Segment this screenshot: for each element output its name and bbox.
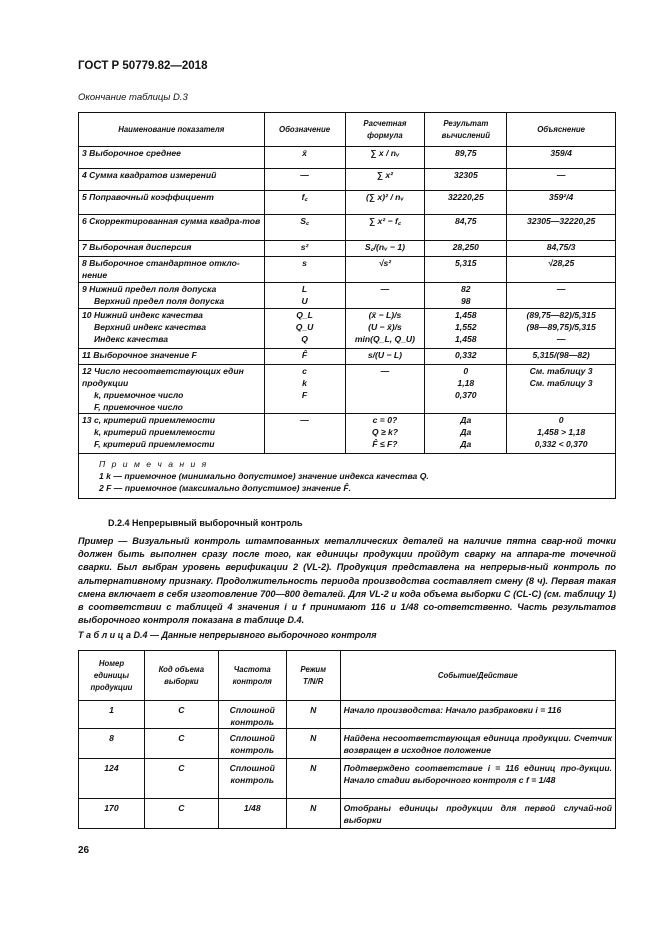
cell-symbol	[264, 414, 345, 454]
cell-num: 170	[79, 799, 145, 829]
cell-indicator	[79, 283, 265, 309]
cell-indicator	[79, 365, 265, 414]
cell-indicator	[79, 309, 265, 349]
cell-text: ∑ x² − f꜀	[369, 216, 401, 226]
cell-event: Найдена несоответствующая единица продукции. Счетчик возвращен в исходное положение	[340, 729, 615, 759]
column-header: Код объема выборки	[144, 651, 218, 701]
table-row	[79, 283, 616, 309]
cell-num: 8	[79, 729, 145, 759]
cell-mode: N	[286, 759, 340, 799]
table-row	[79, 309, 616, 349]
cell-text: ∑ x / nᵥ	[370, 148, 400, 158]
cell-explanation	[507, 147, 616, 169]
cell-formula	[345, 169, 425, 191]
cell-text: S꜀	[300, 216, 309, 226]
cell-num: 1	[79, 701, 145, 729]
example-paragraph: Пример — Визуальный контроль штампованных металлических деталей на наличие пятна свар-ной точки должен быть выполнен сразу после того, как единицы продукции пройдут сварку на аппара-те точечной сварки. Был выбран уровень верификации 2 (VL-2). Продукция представлена на непрерыв-ный контроль по альтернативному признаку. Продолжительность периода производства составляет смену (8 ч). Первая такая смена включает в себя изготовление 700—800 деталей. Для VL-2 и кода объема выборки С (CL-C) (см. таблицу 1) в соответствии с таблицей 4 значения i и f принимают 116 и 1/48 со-ответственно. Часть результатов выборочного контроля показана в таблице D.4.	[78, 536, 616, 626]
cell-text: 82	[461, 284, 471, 294]
cell-text: k, приемочное число	[94, 390, 184, 400]
cell-text: —	[556, 170, 566, 180]
cell-text: (U − x̄)/s	[368, 322, 402, 332]
cell-text: 28,250	[452, 242, 479, 252]
cell-text: s/(U − L)	[367, 350, 402, 360]
cell-text: k	[302, 378, 307, 388]
column-header: Расчетная формула	[345, 113, 425, 147]
cell-formula	[345, 191, 425, 215]
cell-explanation	[507, 365, 616, 414]
cell-text: 32305—32220,25	[526, 216, 596, 226]
cell-formula	[345, 349, 425, 365]
cell-text: 11 Выборочное значение F	[82, 350, 197, 360]
cell-text: Q_L	[296, 310, 313, 320]
cell-result	[425, 414, 507, 454]
cell-indicator	[79, 257, 265, 283]
cell-result	[425, 309, 507, 349]
table-row	[79, 169, 616, 191]
cell-text: См. таблицу 3	[529, 366, 593, 376]
cell-formula	[345, 257, 425, 283]
cell-text: (98—89,75)/5,315	[526, 322, 596, 332]
section-heading: D.2.4 Непрерывный выборочный контроль	[108, 518, 303, 528]
table-row	[79, 759, 616, 799]
cell-text: x̄	[302, 148, 307, 158]
table-row	[79, 701, 616, 729]
cell-mode: N	[286, 729, 340, 759]
table-d3-caption: Окончание таблицы D.3	[78, 92, 188, 103]
cell-symbol	[264, 365, 345, 414]
cell-text: 359/4	[550, 148, 572, 158]
cell-text: 12 Число несоответствующих един продукции	[82, 366, 244, 388]
cell-freq: Сплошной контроль	[218, 701, 286, 729]
column-header: Частота контроля	[218, 651, 286, 701]
cell-text: F, приемочное число	[94, 402, 183, 412]
cell-event: Подтверждено соответствие i = 116 единиц про-дукции. Начало стадии выборочного контроля с f = 1/48	[340, 759, 615, 799]
cell-symbol	[264, 283, 345, 309]
cell-text: F, критерий приемлемости	[94, 439, 215, 449]
page-number: 26	[78, 845, 90, 856]
cell-code: C	[144, 729, 218, 759]
column-header: Результат вычислений	[425, 113, 507, 147]
cell-result	[425, 147, 507, 169]
cell-formula	[345, 241, 425, 257]
cell-result	[425, 257, 507, 283]
cell-text: 3 Выборочное среднее	[82, 148, 181, 158]
cell-text: —	[300, 170, 309, 180]
cell-explanation	[507, 414, 616, 454]
cell-text: 8 Выборочное стандартное откло-нение	[82, 258, 240, 280]
cell-text: 5,315/(98—82)	[532, 350, 590, 360]
document-title: ГОСТ Р 50779.82—2018	[78, 60, 208, 72]
cell-text: 5,315	[455, 258, 477, 268]
cell-text: 359²/4	[548, 192, 574, 202]
note-item: 1 k — приемочное (минимально допустимое) значение индекса качества Q.	[99, 471, 429, 481]
cell-code: C	[144, 799, 218, 829]
table-d4-caption: Т а б л и ц а D.4 — Данные непрерывного выборочного контроля	[78, 630, 377, 640]
cell-text: 0	[463, 366, 469, 376]
column-header: Обозначение	[264, 113, 345, 147]
cell-text: Q_U	[295, 322, 314, 332]
cell-text: —	[556, 284, 566, 294]
cell-text: 0,332 < 0,370	[534, 439, 588, 449]
cell-result	[425, 241, 507, 257]
cell-explanation	[507, 191, 616, 215]
cell-mode: N	[286, 701, 340, 729]
cell-code: C	[144, 759, 218, 799]
cell-mode: N	[286, 799, 340, 829]
cell-indicator	[79, 349, 265, 365]
cell-text: F̂ ≤ F?	[372, 439, 398, 449]
table-d3	[78, 112, 616, 499]
cell-result	[425, 191, 507, 215]
cell-formula	[345, 365, 425, 414]
table-row	[79, 729, 616, 759]
cell-text: См. таблицу 3	[529, 378, 593, 388]
cell-freq: 1/48	[218, 799, 286, 829]
cell-text: 84,75	[455, 216, 477, 226]
cell-symbol	[264, 309, 345, 349]
cell-text: 0,370	[455, 390, 477, 400]
cell-formula	[345, 147, 425, 169]
cell-text: 4 Сумма квадратов измерений	[82, 170, 217, 180]
cell-text: —	[380, 284, 390, 294]
table-row	[79, 414, 616, 454]
table-row	[79, 147, 616, 169]
table-row	[79, 215, 616, 241]
cell-text: c	[302, 366, 307, 376]
cell-text: 6 Скорректированная сумма квадра-тов	[82, 216, 261, 226]
column-header: Режим T/N/R	[286, 651, 340, 701]
cell-text: k, критерий приемлемости	[94, 427, 216, 437]
cell-text: F̂	[301, 350, 308, 360]
cell-text: Верхний индекс качества	[94, 322, 207, 332]
table-row	[79, 349, 616, 365]
cell-text: U	[301, 296, 308, 306]
cell-code: C	[144, 701, 218, 729]
cell-symbol	[264, 349, 345, 365]
table-d4	[78, 650, 616, 829]
cell-text: —	[380, 366, 390, 376]
cell-text: 9 Нижний предел поля допуска	[82, 284, 217, 294]
cell-text: c = 0?	[372, 415, 398, 425]
cell-text: min(Q_L, Q_U)	[354, 334, 416, 344]
cell-text: 98	[461, 296, 471, 306]
cell-text: L	[301, 284, 308, 294]
note-item: 2 F — приемочное (максимально допустимое) значение F̂.	[99, 483, 351, 493]
table-row	[79, 191, 616, 215]
cell-text: (89,75—82)/5,315	[526, 310, 596, 320]
table-row	[79, 365, 616, 414]
cell-text: Да	[460, 427, 472, 437]
cell-explanation	[507, 215, 616, 241]
column-header: Номер единицы продукции	[79, 651, 145, 701]
cell-text: —	[556, 334, 566, 344]
cell-formula	[345, 414, 425, 454]
cell-text: Индекс качества	[94, 334, 169, 344]
cell-symbol	[264, 147, 345, 169]
cell-symbol	[264, 241, 345, 257]
cell-result	[425, 283, 507, 309]
column-header: Наименование показателя	[79, 113, 265, 147]
cell-event: Начало производства: Начало разбраковки i = 116	[340, 701, 615, 729]
cell-indicator	[79, 169, 265, 191]
cell-indicator	[79, 241, 265, 257]
cell-text: Да	[460, 415, 472, 425]
cell-explanation	[507, 283, 616, 309]
cell-formula	[345, 283, 425, 309]
cell-text: 10 Нижний индекс качества	[82, 310, 203, 320]
cell-text: Да	[460, 439, 472, 449]
cell-text: F	[301, 390, 308, 400]
cell-explanation	[507, 241, 616, 257]
cell-text: (∑ x)² / nᵥ	[366, 192, 404, 202]
cell-explanation	[507, 169, 616, 191]
cell-text: √28,25	[548, 258, 575, 268]
notes-title: П р и м е ч а н и я	[99, 459, 209, 469]
cell-formula	[345, 309, 425, 349]
cell-event: Отобраны единицы продукции для первой случай-ной выборки	[340, 799, 615, 829]
cell-text: 84,75/3	[546, 242, 576, 252]
cell-explanation	[507, 257, 616, 283]
cell-result	[425, 169, 507, 191]
table-notes	[79, 454, 616, 499]
table-row	[79, 241, 616, 257]
cell-freq: Сплошной контроль	[218, 759, 286, 799]
cell-text: 1,458	[455, 334, 477, 344]
column-header: Объяснение	[507, 113, 616, 147]
cell-text: (x̄ − L)/s	[368, 310, 402, 320]
cell-symbol	[264, 191, 345, 215]
table-row	[79, 257, 616, 283]
cell-symbol	[264, 169, 345, 191]
cell-indicator	[79, 191, 265, 215]
cell-symbol	[264, 215, 345, 241]
cell-text: 89,75	[455, 148, 477, 158]
cell-text: 1,458 > 1,18	[537, 427, 586, 437]
cell-explanation	[507, 349, 616, 365]
column-header: Событие/Действие	[340, 651, 615, 701]
cell-formula	[345, 215, 425, 241]
cell-text: 7 Выборочная дисперсия	[82, 242, 192, 252]
cell-text: f꜀	[301, 192, 308, 202]
cell-text: S꜀/(nᵥ − 1)	[364, 242, 405, 252]
cell-result	[425, 215, 507, 241]
cell-text: 1,552	[455, 322, 477, 332]
cell-text: s	[302, 258, 307, 268]
cell-text: 32305	[453, 170, 478, 180]
cell-result	[425, 349, 507, 365]
cell-text: 32220,25	[447, 192, 484, 202]
cell-text: 0	[558, 415, 564, 425]
cell-text: s²	[300, 242, 309, 252]
cell-text: 1,18	[457, 378, 475, 388]
cell-explanation	[507, 309, 616, 349]
cell-text: 1,458	[455, 310, 477, 320]
cell-symbol	[264, 257, 345, 283]
cell-text: Верхний предел поля допуска	[94, 296, 225, 306]
cell-freq: Сплошной контроль	[218, 729, 286, 759]
cell-text: 5 Поправочный коэффициент	[82, 192, 214, 202]
cell-text: ∑ x²	[376, 170, 393, 180]
cell-indicator	[79, 414, 265, 454]
cell-result	[425, 365, 507, 414]
cell-text: 0,332	[455, 350, 477, 360]
cell-num: 124	[79, 759, 145, 799]
cell-text: Q	[301, 334, 308, 344]
cell-indicator	[79, 215, 265, 241]
cell-text: 13 c, критерий приемлемости	[82, 415, 215, 425]
cell-text: √s²	[378, 258, 392, 268]
table-row	[79, 799, 616, 829]
cell-indicator	[79, 147, 265, 169]
cell-text: —	[300, 415, 309, 425]
cell-text: Q ≥ k?	[371, 427, 399, 437]
